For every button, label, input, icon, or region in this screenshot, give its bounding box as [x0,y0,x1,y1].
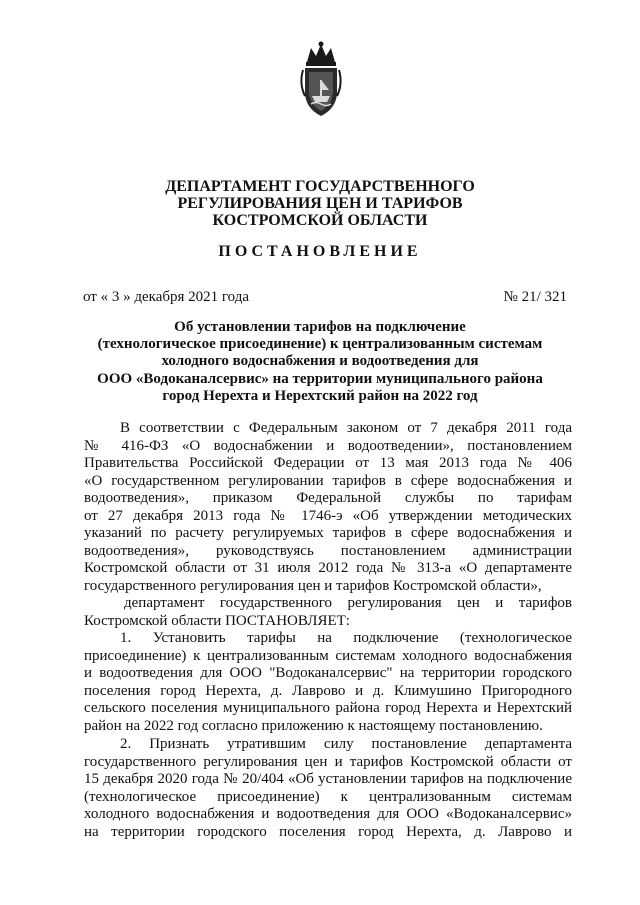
title-line: (технологическое присоединение) к централизованным системам [97,336,543,352]
body-line: государственного регулирования цен и тарифов Костромской области от [84,753,572,770]
body-line: район на 2022 год согласно приложению к настоящему постановлению. [84,717,543,734]
body-line: департамент государственного регулирования цен и тарифов [124,595,572,611]
body-line: Правительства Российской Федерации от 13 мая 2013 года № 406 [84,455,572,471]
body-line: присоединение) к централизованным системам холодного водоснабжения [84,647,572,664]
coat-of-arms-emblem [297,40,345,126]
document-date: от « 3 » декабря 2021 года [83,289,250,305]
body-line: холодного водоснабжения и водоотведения для ООО «Водоканалсервис» [84,806,572,822]
body-line: № 416-ФЗ «О водоснабжении и водоотведении», постановлением [84,437,572,454]
body-line: 2. Признать утратившим силу постановление департамента [120,736,572,752]
body-line: сельского поселения муниципального района город Нерехта и Нерехтский [84,700,572,716]
body-line: 1. Установить тарифы на подключение (технологическое [120,630,572,646]
department-name-line-2: РЕГУЛИРОВАНИЯ ЦЕН И ТАРИФОВ [177,195,463,212]
body-line: водоотведения», приказом Федеральной службы по тарифам [84,490,572,506]
body-line: государственного регулирования цен и тарифов Костромской области», [84,577,542,594]
department-name-line-3: КОСТРОМСКОЙ ОБЛАСТИ [212,212,428,229]
title-line: холодного водоснабжения и водоотведения для [161,353,479,369]
title-line: город Нерехта и Нерехтский район на 2022 год [162,388,478,404]
body-line: на территории городского поселения город Нерехта, д. Лаврово и [84,823,572,840]
body-line: 15 декабря 2020 года № 20/404 «Об установлении тарифов на подключение [84,771,572,787]
body-line: от 27 декабря 2013 года № 1746-э «Об утверждении методических [84,507,572,524]
body-line: поселения город Нерехта, д. Лаврово и д. Климушино Пригородного [84,682,572,699]
department-name-line-1: ДЕПАРТАМЕНТ ГОСУДАРСТВЕННОГО [165,178,475,195]
body-line: «О государственном регулировании тарифов в сфере водоснабжения и [84,472,572,489]
body-line: и водоотведения для ООО "Водоканалсервис" на территории городского [84,665,572,681]
title-line: ООО «Водоканалсервис» на территории муниципального района [97,371,543,387]
body-line: Костромской области от 31 июля 2012 года № 313-а «О департаменте [84,560,572,576]
body-line: Костромской области ПОСТАНОВЛЯЕТ: [84,612,350,629]
body-line: (технологическое присоединение) к централизованным системам [84,788,572,805]
document-type-heading: ПОСТАНОВЛЕНИЕ [218,243,422,260]
title-line: Об установлении тарифов на подключение [174,319,466,335]
document-number: № 21/ 321 [503,289,567,305]
body-line: водоотведения», руководствуясь постановлением администрации [84,542,572,559]
body-line: указаний по расчету регулируемых тарифов в сфере водоснабжения и [84,525,572,541]
body-line: В соответствии с Федеральным законом от 7 декабря 2011 года [120,420,572,436]
